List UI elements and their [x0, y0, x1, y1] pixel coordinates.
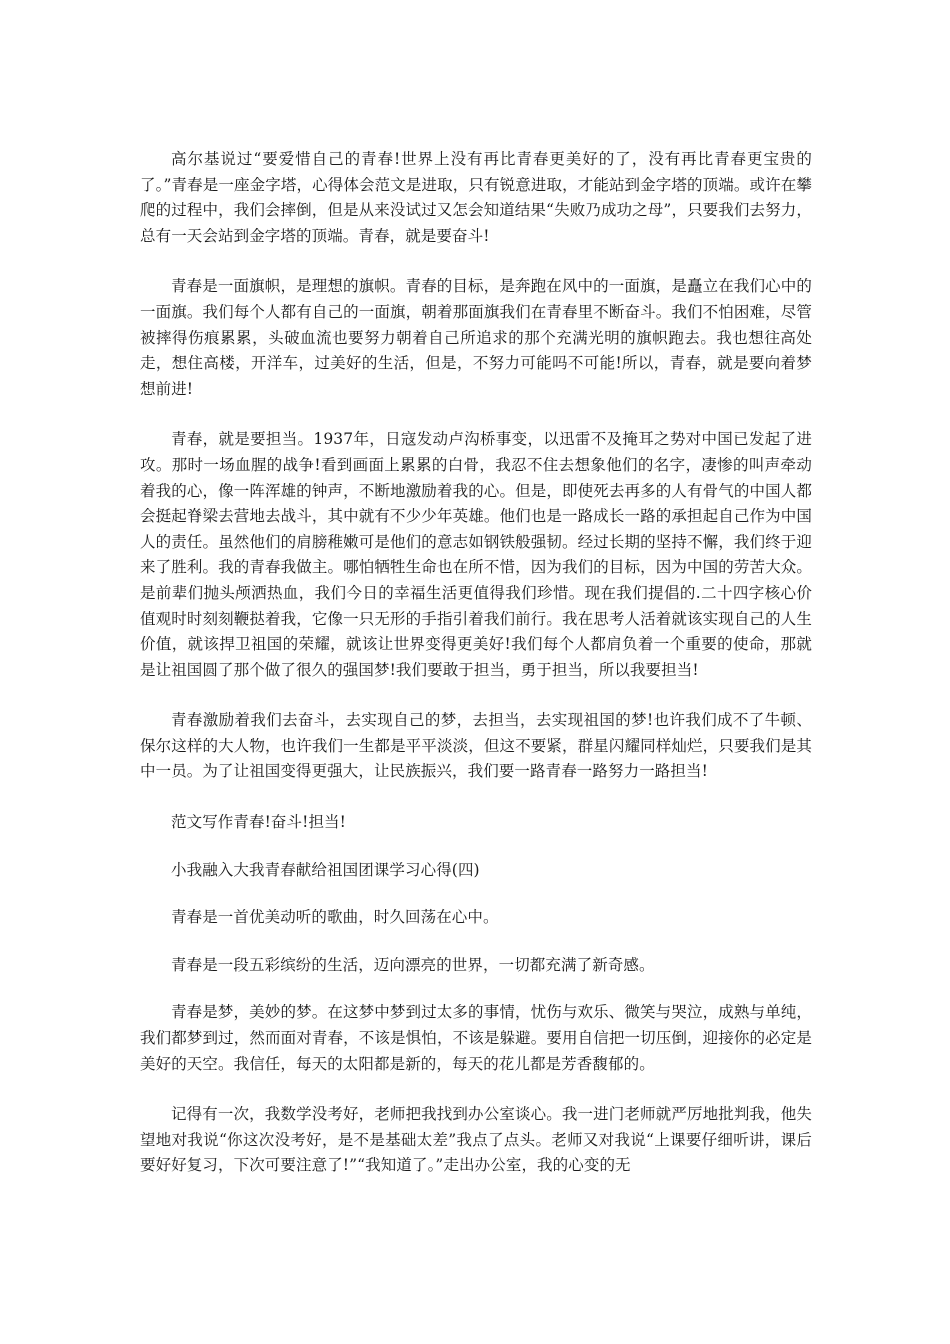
document-body: [140, 147, 812, 1204]
paragraph-4: 青春激励着我们去奋斗，去实现自己的梦，去担当，去实现祖国的梦!也许我们成不了牛顿、保尔这样的大人物，也许我们一生都是平平淡淡，但这不要紧，群星闪耀同样灿烂，只要我们是其中一员。为了让祖国变得更强大，让民族振兴，我们要一路青春一路努力一路担当!: [140, 711, 812, 781]
paragraph-1: 高尔基说过“要爱惜自己的青春!世界上没有再比青春更美好的了，没有再比青春更宝贵的了。”青春是一座金字塔，心得体会范文是进取，只有锐意进取，才能站到金字塔的顶端。或许在攀爬的过程中，我们会摔倒，但是从来没试过又怎会知道结果“失败乃成功之母”，只要我们去努力，总有一天会站到金字塔的顶端。青春，就是要奋斗!: [140, 150, 812, 245]
paragraph-3: 青春，就是要担当。1937年，日寇发动卢沟桥事变，以迅雷不及掩耳之势对中国已发起了进攻。那时一场血腥的战争!看到画面上累累的白骨，我忍不住去想象他们的名字，凄惨的叫声牵动着我的心，像一阵浑雄的钟声，不断地激励着我的心。但是，即使死去再多的人有骨气的中国人都会挺起脊梁去营地去战斗，其中就有不少少年英雄。他们也是一路成长一路的承担起自己作为中国人的责任。虽然他们的肩膀稚嫩可是他们的意志如钢铁般强韧。经过长期的坚持不懈，我们终于迎来了胜利。我的青春我做主。哪怕牺牲生命也在所不惜，因为我们的目标，因为中国的劳苦大众。是前辈们抛头颅洒热血，我们今日的幸福生活更值得我们珍惜。现在我们提倡的.二十四字核心价值观时时刻刻鞭挞着我，它像一只无形的手指引着我们前行。我在思考人活着就该实现自己的人生价值，就该捍卫祖国的荣耀，就该让世界变得更美好!我们每个人都肩负着一个重要的使命，那就是让祖国圆了那个做了很久的强国梦!我们要敢于担当，勇于担当，所以我要担当!: [140, 430, 812, 679]
paragraph-2: 青春是一面旗帜，是理想的旗帜。青春的目标，是奔跑在风中的一面旗，是矗立在我们心中的一面旗。我们每个人都有自己的一面旗，朝着那面旗我们在青春里不断奋斗。我们不怕困难，尽管被摔得伤痕累累，头破血流也要努力朝着自己所追求的那个充满光明的旗帜跑去。我也想往高处走，想住高楼，开洋车，过美好的生活，但是，不努力可能吗不可能!所以，青春，就是要向着梦想前进!: [140, 277, 812, 398]
paragraph-8: 青春是一段五彩缤纷的生活，迈向漂亮的世界，一切都充满了新奇感。: [171, 955, 655, 974]
paragraph-7: 青春是一首优美动听的歌曲，时久回荡在心中。: [171, 908, 499, 927]
paragraph-5: 范文写作青春!奋斗!担当!: [171, 813, 346, 832]
section-title: 小我融入大我青春献给祖国团课学习心得(四): [171, 860, 480, 879]
paragraph-10: 记得有一次，我数学没考好，老师把我找到办公室谈心。我一进门老师就严厉地批判我，他失望地对我说“你这次没考好，是不是基础太差”我点了点头。老师又对我说“上课要仔细听讲，课后要好好复习，下次可要注意了!”“我知道了。”走出办公室，我的心变的无: [140, 1105, 812, 1175]
paragraph-9: 青春是梦，美妙的梦。在这梦中梦到过太多的事情，忧伤与欢乐、微笑与哭泣，成熟与单纯，我们都梦到过，然而面对青春，不该是惧怕，不该是躲避。要用自信把一切压倒，迎接你的必定是美好的天空。我信任，每天的太阳都是新的，每天的花儿都是芳香馥郁的。: [140, 1003, 812, 1073]
